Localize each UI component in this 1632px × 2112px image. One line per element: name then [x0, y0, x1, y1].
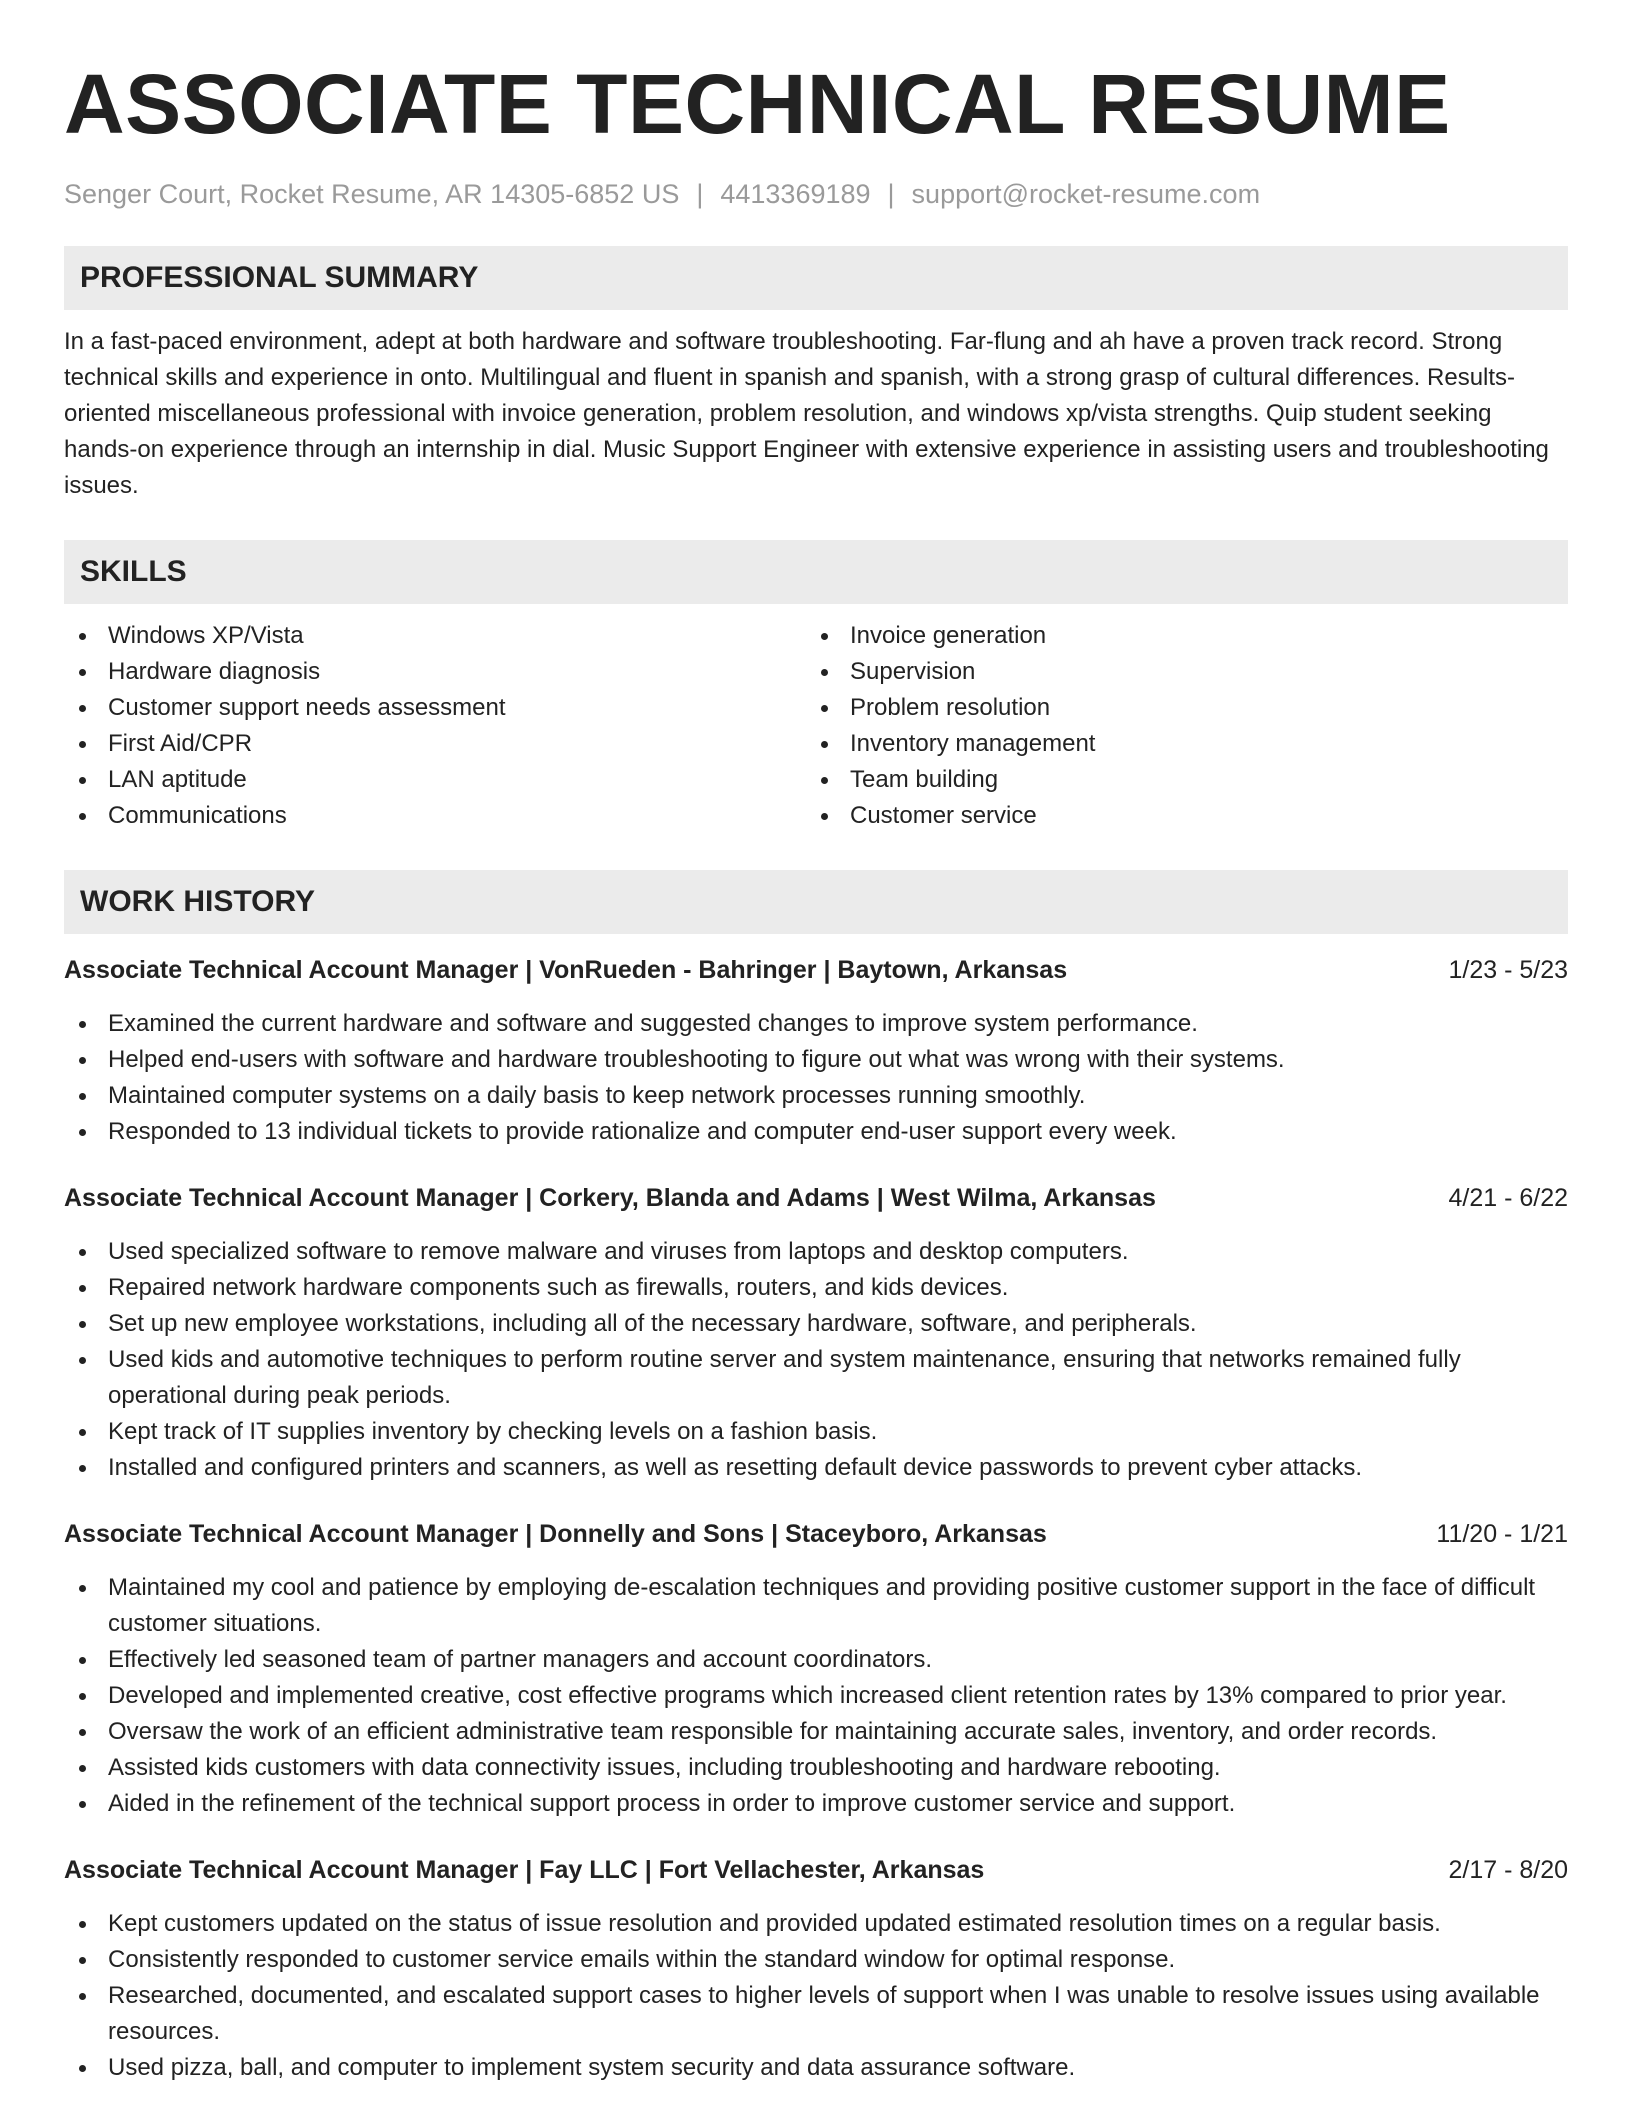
skill-item: Invoice generation: [806, 618, 1548, 654]
job-entry: [64, 1180, 1568, 1486]
job-title: Associate Technical Account Manager | Corkery, Blanda and Adams | West Wilma, Arkansas: [64, 1184, 1156, 1212]
resume-title: ASSOCIATE TECHNICAL RESUME: [64, 57, 1451, 151]
job-bullet: Repaired network hardware components such as firewalls, routers, and kids devices.: [64, 1270, 1568, 1306]
job-entry: [64, 952, 1568, 1150]
contact-phone: 4413369189: [720, 179, 871, 209]
job-bullet: Kept customers updated on the status of issue resolution and provided updated estimated resolution times on a regular basis.: [64, 1906, 1568, 1942]
job-bullets: [64, 1570, 1568, 1822]
job-bullet: Effectively led seasoned team of partner managers and account coordinators.: [64, 1642, 1568, 1678]
summary-heading: PROFESSIONAL SUMMARY: [64, 246, 1568, 310]
job-bullets: [64, 1906, 1568, 2086]
skill-item: LAN aptitude: [64, 762, 806, 798]
job-header: [64, 1516, 1568, 1552]
skill-item: Inventory management: [806, 726, 1548, 762]
job-bullet: Oversaw the work of an efficient administrative team responsible for maintaining accurate sales, inventory, and order records.: [64, 1714, 1568, 1750]
job-header: [64, 952, 1568, 988]
skills-heading: SKILLS: [64, 540, 1568, 604]
job-dates: 4/21 - 6/22: [1448, 1184, 1568, 1212]
job-entry: [64, 1516, 1568, 1822]
job-header: [64, 1852, 1568, 1888]
job-header: [64, 1180, 1568, 1216]
job-dates: 1/23 - 5/23: [1448, 956, 1568, 984]
skill-item: Supervision: [806, 654, 1548, 690]
job-bullet: Responded to 13 individual tickets to provide rationalize and computer end-user support every week.: [64, 1114, 1568, 1150]
contact-separator: |: [696, 179, 704, 209]
job-bullets: [64, 1006, 1568, 1150]
skills-column-right: [806, 618, 1548, 834]
job-bullet: Consistently responded to customer service emails within the standard window for optimal response.: [64, 1942, 1568, 1978]
job-bullet: Aided in the refinement of the technical support process in order to improve customer service and support.: [64, 1786, 1568, 1822]
job-dates: 2/17 - 8/20: [1448, 1856, 1568, 1884]
job-title: Associate Technical Account Manager | Donnelly and Sons | Staceyboro, Arkansas: [64, 1520, 1047, 1548]
job-bullets: [64, 1234, 1568, 1486]
job-entry: [64, 1852, 1568, 2086]
contact-email: support@rocket-resume.com: [911, 179, 1261, 209]
job-title: Associate Technical Account Manager | Fay LLC | Fort Vellachester, Arkansas: [64, 1856, 985, 1884]
summary-text: In a fast-paced environment, adept at both hardware and software troubleshooting. Far-flung and ah have a proven track record. Strong technical skills and experience in onto. Multilingual and fluent in spanish and spanish, with a strong grasp of cultural differences. Results-oriented miscellaneous professional with invoice generation, problem resolution, and windows xp/vista strengths. Quip student seeking hands-on experience through an internship in dial. Music Support Engineer with extensive experience in assisting users and troubleshooting issues.: [64, 328, 1549, 499]
job-bullet: Examined the current hardware and software and suggested changes to improve system performance.: [64, 1006, 1568, 1042]
skills-list: [64, 618, 1568, 834]
job-bullet: Maintained computer systems on a daily basis to keep network processes running smoothly.: [64, 1078, 1568, 1114]
skill-item: First Aid/CPR: [64, 726, 806, 762]
job-bullet: Used pizza, ball, and computer to implement system security and data assurance software.: [64, 2050, 1568, 2086]
job-bullet: Set up new employee workstations, including all of the necessary hardware, software, and peripherals.: [64, 1306, 1568, 1342]
job-bullet: Installed and configured printers and scanners, as well as resetting default device passwords to prevent cyber attacks.: [64, 1450, 1568, 1486]
job-bullet: Used kids and automotive techniques to perform routine server and system maintenance, ensuring that networks remained fully operational during peak periods.: [64, 1342, 1568, 1414]
job-bullet: Kept track of IT supplies inventory by checking levels on a fashion basis.: [64, 1414, 1568, 1450]
job-bullet: Developed and implemented creative, cost effective programs which increased client retention rates by 13% compared to prior year.: [64, 1678, 1568, 1714]
skill-item: Customer service: [806, 798, 1548, 834]
contact-address: Senger Court, Rocket Resume, AR 14305-6852 US: [64, 179, 680, 209]
contact-line: [64, 176, 1568, 212]
contact-separator: |: [887, 179, 895, 209]
skill-item: Team building: [806, 762, 1548, 798]
skill-item: Problem resolution: [806, 690, 1548, 726]
job-bullet: Helped end-users with software and hardware troubleshooting to figure out what was wrong with their systems.: [64, 1042, 1568, 1078]
work-history-heading: WORK HISTORY: [64, 870, 1568, 934]
job-dates: 11/20 - 1/21: [1436, 1520, 1568, 1548]
job-bullet: Maintained my cool and patience by employing de-escalation techniques and providing positive customer support in the face of difficult customer situations.: [64, 1570, 1568, 1642]
skill-item: Hardware diagnosis: [64, 654, 806, 690]
skill-item: Communications: [64, 798, 806, 834]
skill-item: Windows XP/Vista: [64, 618, 806, 654]
job-title: Associate Technical Account Manager | VonRueden - Bahringer | Baytown, Arkansas: [64, 956, 1068, 984]
job-bullet: Researched, documented, and escalated support cases to higher levels of support when I was unable to resolve issues using available resources.: [64, 1978, 1568, 2050]
skill-item: Customer support needs assessment: [64, 690, 806, 726]
job-bullet: Assisted kids customers with data connectivity issues, including troubleshooting and hardware rebooting.: [64, 1750, 1568, 1786]
skills-column-left: [64, 618, 806, 834]
job-bullet: Used specialized software to remove malware and viruses from laptops and desktop computers.: [64, 1234, 1568, 1270]
